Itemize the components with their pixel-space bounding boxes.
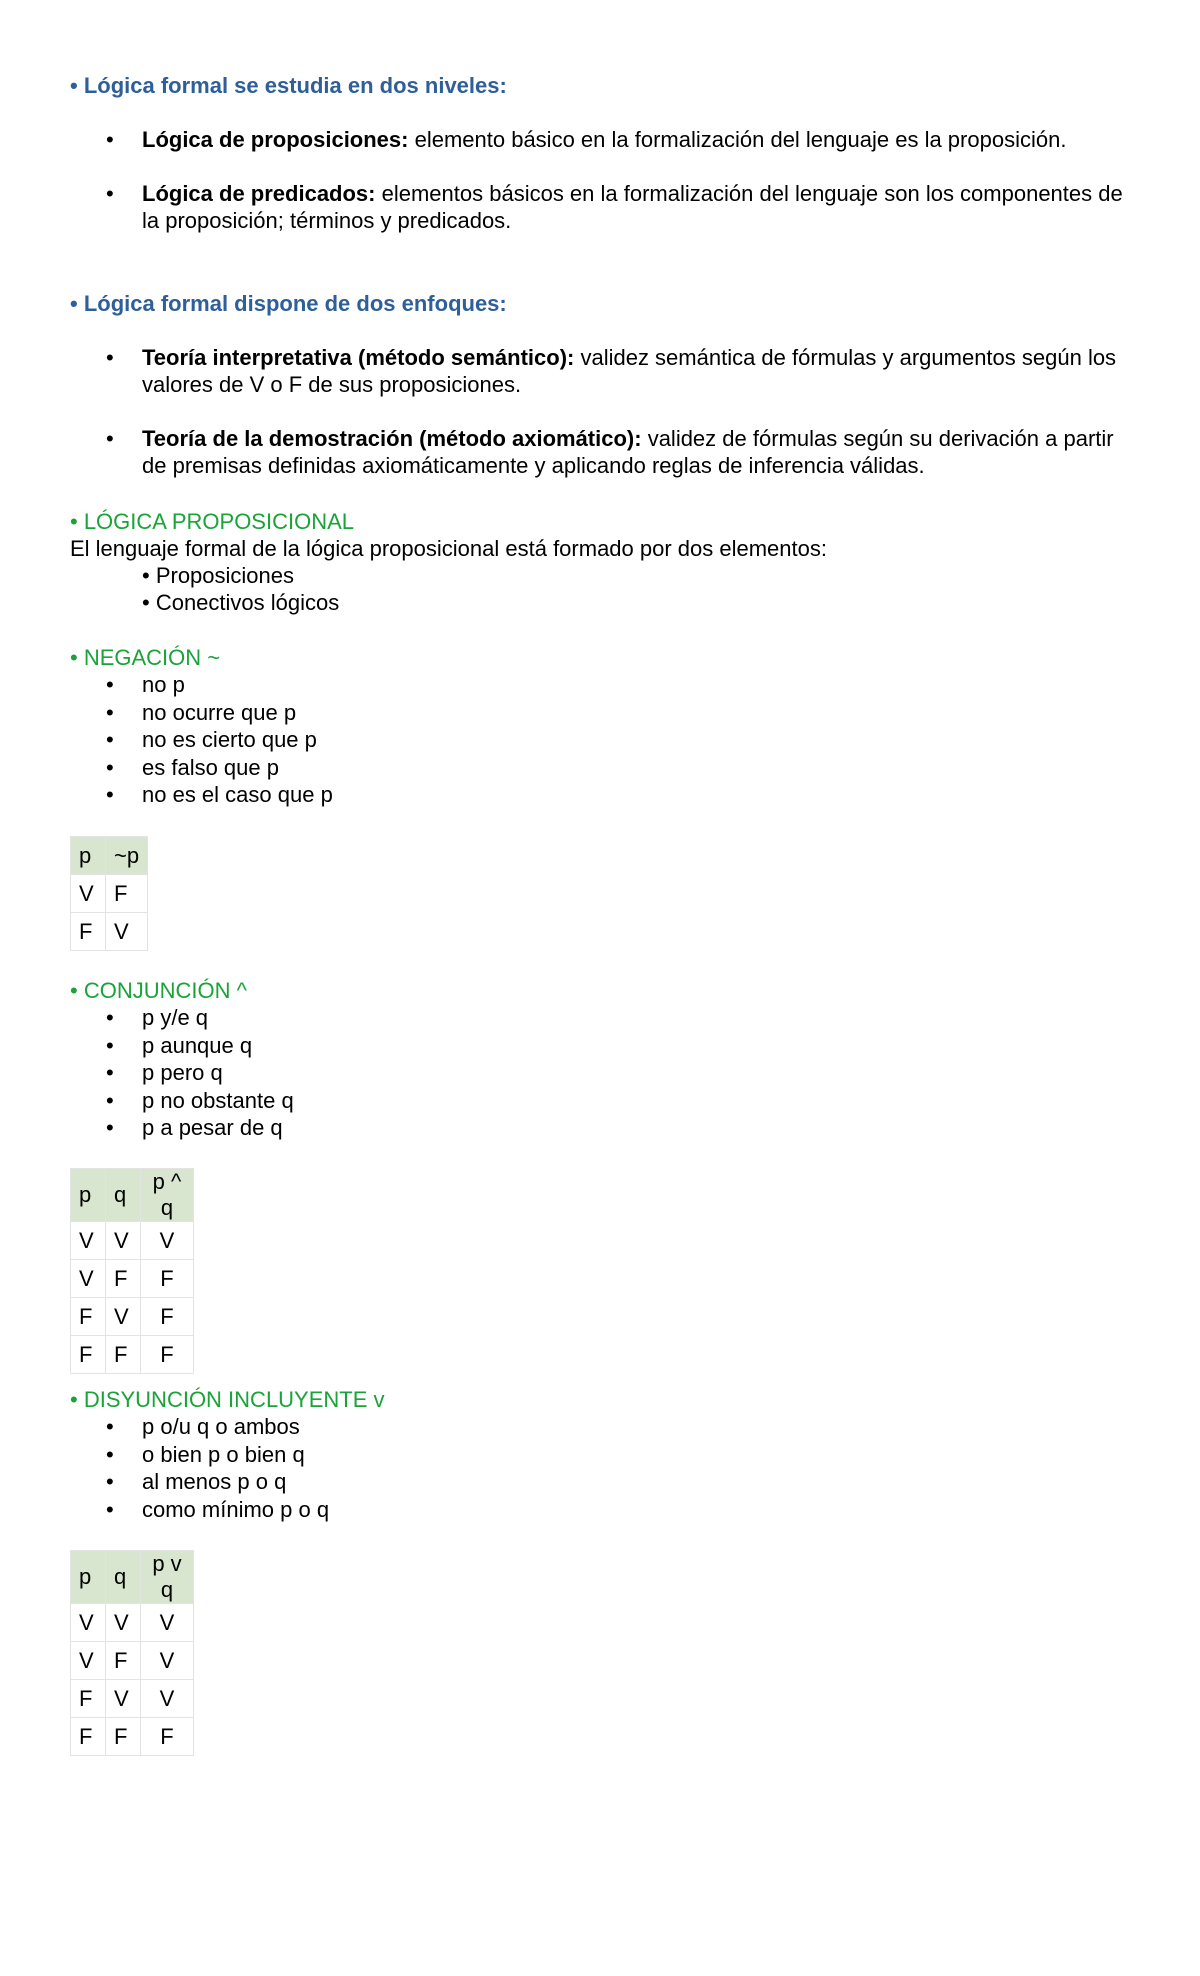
heading-disyuncion: • DISYUNCIÓN INCLUYENTE v	[70, 1387, 385, 1412]
bullet-icon: •	[106, 1469, 114, 1494]
column-header: q	[106, 1551, 141, 1604]
list-item	[0, 699, 600, 727]
term-description: elementos básicos en la formalización del lenguaje son los componentes de la proposición; términos y predicados.	[142, 181, 1123, 233]
item-text: p y/e q	[142, 1005, 209, 1030]
table-cell: V	[71, 1604, 106, 1642]
list-item	[0, 781, 600, 809]
term-label: Lógica de predicados:	[142, 181, 376, 206]
table-cell: V	[71, 1222, 106, 1260]
table-cell: F	[141, 1298, 194, 1336]
bullet-icon: •	[106, 1496, 114, 1522]
list-item	[0, 1413, 600, 1441]
table-cell: V	[106, 1222, 141, 1260]
column-header: p	[71, 1551, 106, 1604]
item-text: es falso que p	[142, 754, 279, 780]
list-item	[0, 1059, 600, 1087]
bullet-icon: •	[106, 345, 114, 370]
table-row	[71, 913, 148, 951]
table-header-row	[71, 1551, 194, 1604]
table-cell: F	[71, 1718, 106, 1756]
bullet-icon: •	[106, 181, 114, 206]
table-row	[71, 1222, 194, 1260]
column-header: ~p	[106, 837, 148, 875]
bullet-icon: •	[106, 782, 114, 807]
truth-table-disyuncion	[70, 1550, 194, 1756]
truth-table-negacion	[70, 836, 148, 951]
table-row	[71, 1680, 194, 1718]
item-text: no ocurre que p	[142, 699, 297, 725]
list-item	[0, 1468, 600, 1496]
list-item	[0, 1114, 600, 1142]
table-cell: F	[141, 1336, 194, 1374]
table-cell: V	[141, 1604, 194, 1642]
list-item-teoria-interpretativa	[0, 344, 1200, 398]
column-header: p v q	[141, 1551, 194, 1604]
column-header: p	[71, 1169, 106, 1222]
bullet-icon: •	[106, 1414, 114, 1439]
list-item-proposiciones	[0, 126, 1200, 153]
bullet-icon: •	[106, 699, 114, 725]
bullet-icon: •	[106, 1087, 114, 1113]
table-header-row	[71, 837, 148, 875]
table-cell: F	[106, 1642, 141, 1680]
enfoques-list	[0, 344, 1200, 479]
disyuncion-list	[0, 1413, 600, 1523]
column-header: p	[71, 837, 106, 875]
table-cell: V	[141, 1680, 194, 1718]
table-cell: V	[106, 1604, 141, 1642]
table-cell: V	[71, 875, 106, 913]
bullet-icon: •	[106, 1005, 114, 1030]
table-cell: F	[71, 1298, 106, 1336]
list-item	[0, 754, 600, 782]
item-text: p o/u q o ambos	[142, 1414, 300, 1439]
term-label: Teoría de la demostración (método axiomático):	[142, 426, 642, 451]
term-label: Lógica de proposiciones:	[142, 127, 409, 152]
bullet-icon: •	[106, 426, 114, 451]
conjuncion-list	[0, 1004, 600, 1142]
bullet-icon: •	[106, 1115, 114, 1140]
item-text: p a pesar de q	[142, 1115, 283, 1140]
bullet-icon: •	[106, 672, 114, 697]
list-item	[0, 1004, 600, 1032]
list-item	[0, 1087, 600, 1115]
item-text: no p	[142, 672, 185, 697]
bullet-icon: •	[106, 1032, 114, 1058]
table-cell: F	[71, 913, 106, 951]
item-text: como mínimo p o q	[142, 1496, 330, 1522]
list-item	[0, 1496, 600, 1524]
element-conectivos: • Conectivos lógicos	[142, 590, 340, 615]
heading-logica-proposicional: • LÓGICA PROPOSICIONAL	[70, 509, 355, 534]
negacion-list	[0, 671, 600, 809]
table-cell: V	[71, 1642, 106, 1680]
item-text: no es el caso que p	[142, 782, 333, 807]
table-row	[71, 1260, 194, 1298]
bullet-icon: •	[106, 1060, 114, 1085]
table-cell: V	[141, 1222, 194, 1260]
term-description: validez semántica de fórmulas y argumentos según los valores de V o F de sus proposiciones.	[142, 345, 1117, 397]
table-cell: F	[106, 1260, 141, 1298]
item-text: p aunque q	[142, 1032, 253, 1058]
list-item	[0, 1441, 600, 1469]
intro-text: El lenguaje formal de la lógica proposicional está formado por dos elementos:	[70, 536, 827, 561]
niveles-list	[0, 126, 1200, 234]
item-text: p pero q	[142, 1060, 223, 1085]
table-cell: V	[106, 913, 148, 951]
item-text: o bien p o bien q	[142, 1441, 305, 1467]
table-row	[71, 875, 148, 913]
term-label: Teoría interpretativa (método semántico):	[142, 345, 575, 370]
element-proposiciones: • Proposiciones	[142, 563, 295, 588]
heading-negacion: • NEGACIÓN ~	[70, 645, 221, 670]
bullet-icon: •	[106, 1441, 114, 1467]
item-text: no es cierto que p	[142, 727, 317, 752]
table-cell: F	[106, 875, 148, 913]
table-cell: F	[71, 1680, 106, 1718]
table-row	[71, 1298, 194, 1336]
column-header: q	[106, 1169, 141, 1222]
list-item-predicados	[0, 180, 1200, 234]
heading-conjuncion: • CONJUNCIÓN ^	[70, 978, 247, 1003]
column-header: p ^ q	[141, 1169, 194, 1222]
table-cell: F	[106, 1336, 141, 1374]
bullet-icon: •	[106, 727, 114, 752]
bullet-icon: •	[106, 754, 114, 780]
truth-table-conjuncion	[70, 1168, 194, 1374]
list-item	[0, 1032, 600, 1060]
term-description: validez de fórmulas según su derivación a partir de premisas definidas axiomáticamente y aplicando reglas de inferencia válidas.	[142, 426, 1114, 478]
table-row	[71, 1718, 194, 1756]
heading-niveles: • Lógica formal se estudia en dos niveles:	[70, 73, 507, 98]
table-cell: F	[141, 1260, 194, 1298]
table-cell: F	[106, 1718, 141, 1756]
heading-enfoques: • Lógica formal dispone de dos enfoques:	[70, 291, 507, 316]
table-cell: V	[71, 1260, 106, 1298]
table-row	[71, 1336, 194, 1374]
table-row	[71, 1604, 194, 1642]
bullet-icon: •	[106, 127, 114, 152]
table-cell: V	[106, 1298, 141, 1336]
term-description: elemento básico en la formalización del lenguaje es la proposición.	[408, 127, 1067, 152]
table-row	[71, 1642, 194, 1680]
list-item	[0, 671, 600, 699]
list-item-teoria-demostracion	[0, 425, 1200, 479]
table-cell: V	[141, 1642, 194, 1680]
list-item	[0, 726, 600, 754]
table-cell: F	[71, 1336, 106, 1374]
table-cell: V	[106, 1680, 141, 1718]
table-cell: F	[141, 1718, 194, 1756]
item-text: p no obstante q	[142, 1087, 294, 1113]
item-text: al menos p o q	[142, 1469, 287, 1494]
table-header-row	[71, 1169, 194, 1222]
